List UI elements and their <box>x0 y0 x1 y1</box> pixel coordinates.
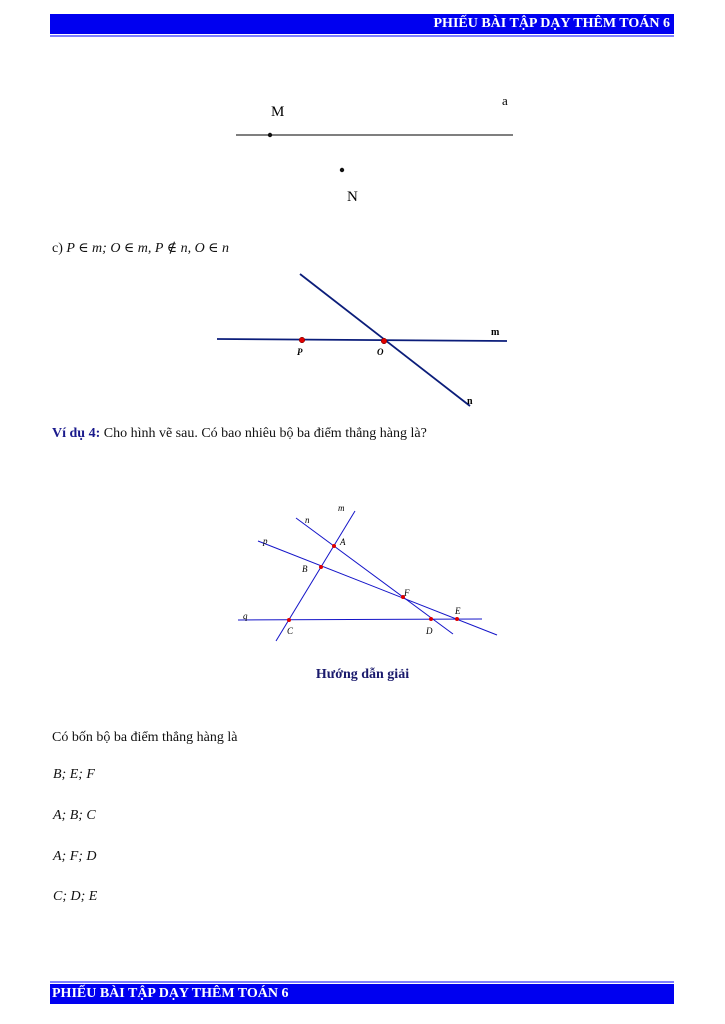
label-m2: m <box>491 327 500 338</box>
solution-intro: Có bốn bộ ba điểm thẳng hàng là <box>52 730 238 745</box>
triple-2: A; B; C <box>53 808 96 823</box>
line-q3 <box>238 619 482 620</box>
triple-1: B; E; F <box>53 767 95 782</box>
triple-4: C; D; E <box>53 889 98 904</box>
label-o: O <box>377 347 384 357</box>
header-title: PHIẾU BÀI TẬP DẠY THÊM TOÁN 6 <box>433 16 670 31</box>
label-m: M <box>271 104 285 120</box>
label-c3: C <box>287 626 294 636</box>
label-q3: q <box>243 611 248 621</box>
point-a-dot <box>332 544 336 548</box>
point-b-dot <box>319 565 323 569</box>
label-n2: n <box>467 396 473 407</box>
example-4-question: Cho hình vẽ sau. Có bao nhiêu bộ ba điểm thẳng hàng là? <box>103 426 427 441</box>
point-e-dot <box>455 617 459 621</box>
label-b3: B <box>302 564 308 574</box>
label-p: P <box>297 347 303 357</box>
label-d3: D <box>426 626 433 636</box>
part-c-expression: P ∈ m; O ∈ m, P ∉ n, O ∈ n <box>66 241 230 256</box>
part-c-label: c) <box>52 241 63 256</box>
label-f3: F <box>404 588 410 598</box>
solution-heading: Hướng dẫn giải <box>315 667 410 682</box>
line-p3 <box>258 541 497 635</box>
label-n3: n <box>305 515 310 525</box>
label-p3: p <box>263 536 268 546</box>
label-n: N <box>347 189 358 205</box>
example-4-label: Ví dụ 4: <box>52 426 101 441</box>
line-n3 <box>296 518 453 634</box>
label-e3: E <box>455 606 461 616</box>
point-c-dot <box>287 618 291 622</box>
label-m3: m <box>338 503 345 513</box>
footer-overline <box>50 981 674 983</box>
point-d-dot <box>429 617 433 621</box>
triple-3: A; F; D <box>53 849 97 864</box>
footer-title: PHIẾU BÀI TẬP DẠY THÊM TOÁN 6 <box>52 986 289 1001</box>
label-a3: A <box>340 537 346 547</box>
label-a: a <box>502 93 508 108</box>
footer-bar <box>50 984 674 1004</box>
